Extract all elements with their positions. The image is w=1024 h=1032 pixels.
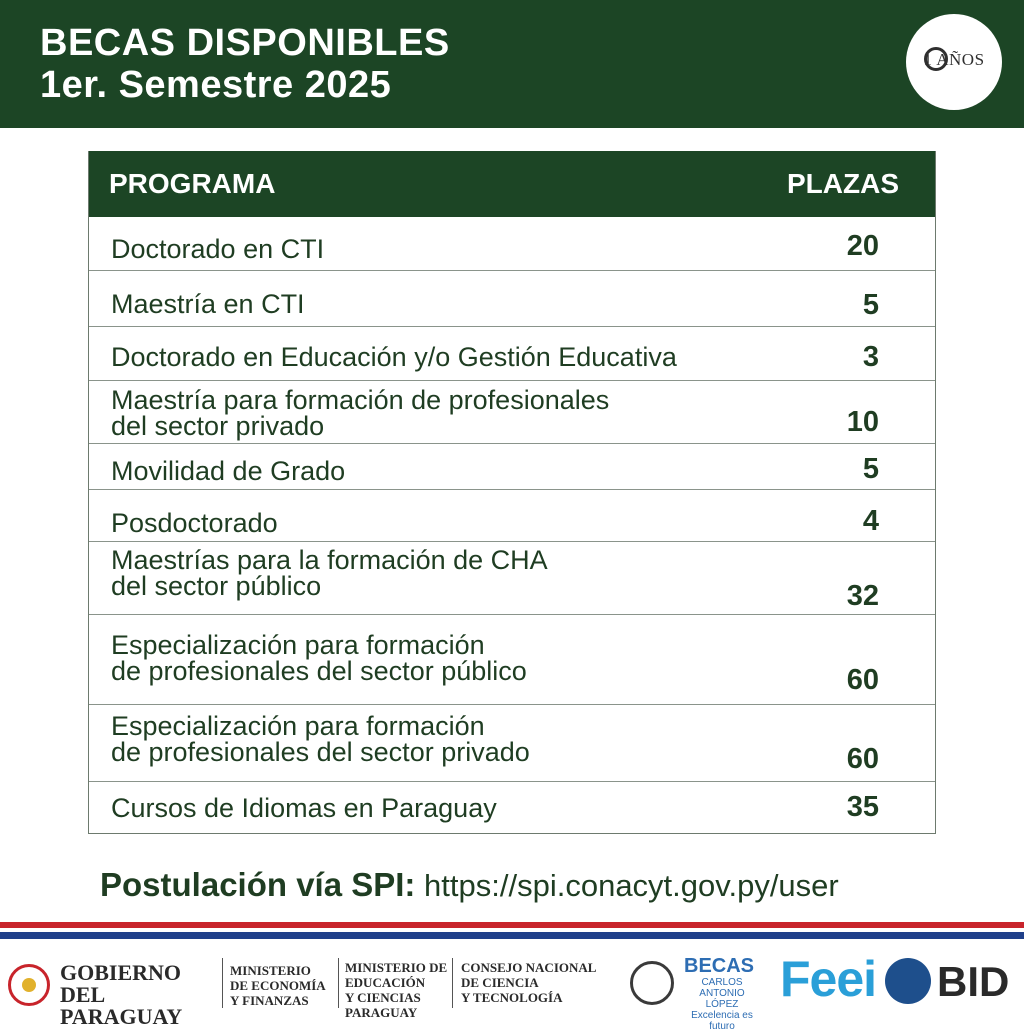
table-row	[89, 541, 935, 614]
gobierno-paraguay-logo	[8, 960, 223, 1029]
conacyt-logo: CONSEJO NACIONAL DE CIENCIA Y TECNOLOGÍA	[461, 960, 597, 1005]
plazas-cell: 60	[846, 664, 879, 696]
table-row	[89, 781, 935, 834]
program-name-cell: Doctorado en CTI	[111, 234, 325, 264]
program-name-cell: Cursos de Idiomas en Paraguay	[111, 793, 497, 823]
plazas-cell: 3	[862, 341, 879, 373]
table-row	[89, 217, 935, 270]
apply-line	[100, 866, 839, 904]
title-line-1: BECAS DISPONIBLES	[40, 22, 450, 64]
program-name-cell: Doctorado en Educación y/o Gestión Educativa	[111, 342, 677, 372]
table-row	[89, 614, 935, 704]
header-banner	[0, 0, 1024, 128]
program-name-cell: Especialización para formación de profesionales del sector público	[111, 630, 527, 686]
program-name-cell: Maestrías para la formación de CHA del sector público	[111, 545, 548, 601]
mef-logo: MINISTERIO DE ECONOMÍA Y FINANZAS	[230, 963, 326, 1008]
becas-logo-subtitle: CARLOS ANTONIO LÓPEZ Excelencia es futuro	[691, 977, 753, 1032]
table-row	[89, 704, 935, 781]
gov-logo-text: GOBIERNO DEL PARAGUAY	[60, 960, 183, 1029]
plazas-cell: 10	[846, 406, 879, 438]
column-header-program: PROGRAMA	[109, 168, 276, 199]
plazas-cell: 60	[846, 743, 879, 775]
becas-cal-logo	[630, 955, 760, 1032]
plazas-cell: 32	[846, 580, 879, 612]
national-seal-icon	[8, 964, 50, 1006]
program-name-cell: Maestría en CTI	[111, 289, 305, 319]
program-name-cell: Movilidad de Grado	[111, 456, 346, 486]
badge-text: 1 AÑOS	[923, 50, 985, 69]
table-row	[89, 489, 935, 541]
scholarships-table	[88, 151, 936, 834]
logo-divider	[452, 958, 453, 1008]
program-name-cell: Posdoctorado	[111, 508, 278, 538]
table-row	[89, 270, 935, 326]
logo-divider	[338, 958, 339, 1008]
bid-emblem-icon	[885, 958, 931, 1004]
bid-logo-text: BID	[937, 958, 1010, 1005]
train-icon	[630, 961, 674, 1005]
flag-stripe-blue	[0, 932, 1024, 939]
title-line-2: 1er. Semestre 2025	[40, 64, 392, 106]
bid-logo	[885, 956, 1020, 1006]
program-name-cell: Especialización para formación de profesionales del sector privado	[111, 711, 530, 767]
apply-url-link[interactable]: https://spi.conacyt.gov.py/user	[424, 868, 839, 903]
table-header	[89, 151, 935, 217]
anniversary-badge	[906, 14, 1002, 110]
apply-label: Postulación vía SPI:	[100, 866, 416, 903]
column-header-plazas: PLAZAS	[787, 168, 899, 199]
feei-logo: Feei	[780, 951, 877, 1007]
becas-logo-title: BECAS	[684, 955, 755, 977]
plazas-cell: 5	[862, 289, 879, 321]
program-name-cell: Maestría para formación de profesionales del sector privado	[111, 385, 610, 441]
page-title	[40, 22, 450, 106]
table-row	[89, 326, 935, 380]
mec-logo: MINISTERIO DE EDUCACIÓN Y CIENCIAS PARAGUAY	[345, 960, 448, 1020]
plazas-cell: 35	[846, 791, 879, 823]
plazas-cell: 4	[862, 505, 879, 537]
logo-divider	[222, 958, 223, 1008]
plazas-cell: 20	[846, 230, 879, 262]
plazas-cell: 5	[862, 453, 879, 485]
table-row	[89, 443, 935, 489]
table-row	[89, 380, 935, 443]
